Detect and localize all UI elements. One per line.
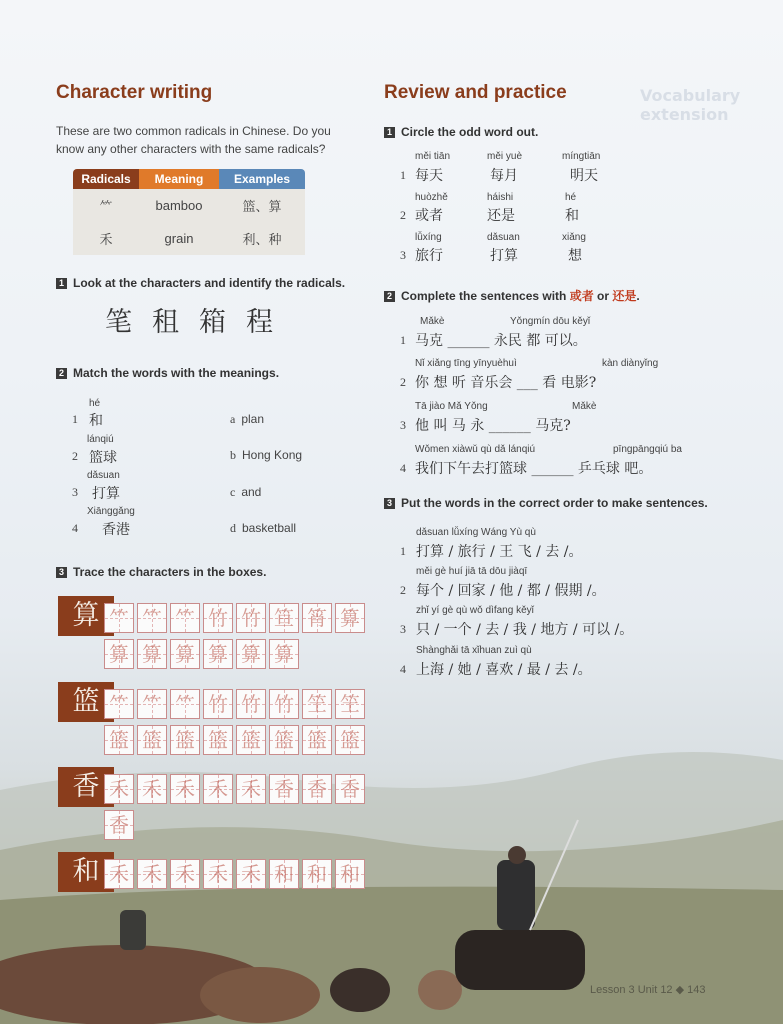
radical-cell: ⺮ bbox=[73, 189, 139, 222]
order-pinyin: měi gè huí jiā tā dōu jiàqī bbox=[416, 566, 528, 577]
trace-cell bbox=[203, 689, 233, 719]
radicals-table bbox=[73, 169, 305, 255]
odd-word-pinyin: xiǎng bbox=[562, 232, 586, 243]
trace-stroke: ⺮ bbox=[109, 606, 129, 630]
trace-stroke: 禾 bbox=[208, 777, 228, 801]
trace-grid-row bbox=[104, 689, 365, 719]
order-pinyin: dǎsuan lǚxíng Wáng Yù qù bbox=[416, 527, 536, 538]
trace-cell bbox=[104, 859, 134, 889]
trace-stroke: ⺮ bbox=[175, 606, 195, 630]
match-number: 2 bbox=[72, 449, 78, 463]
match-pinyin: hé bbox=[89, 398, 101, 409]
table-row bbox=[73, 222, 305, 255]
match-hanzi: 香港 bbox=[102, 522, 130, 538]
trace-cell bbox=[269, 774, 299, 804]
trace-stroke: 笪 bbox=[274, 606, 294, 630]
trace-stroke: 篮 bbox=[175, 728, 195, 752]
trace-stroke: 禾 bbox=[109, 777, 129, 801]
sentence-hanzi: 他 叫 马 永 ______ 马克? bbox=[415, 418, 571, 434]
row-number: 2 bbox=[400, 583, 406, 597]
task-number-badge: 3 bbox=[384, 498, 395, 509]
trace-stroke: 筲 bbox=[307, 606, 327, 630]
task-number-badge: 2 bbox=[384, 291, 395, 302]
section-heading-character-writing: Character writing bbox=[56, 82, 213, 103]
trace-stroke: 算 bbox=[175, 642, 195, 666]
trace-cell bbox=[170, 689, 200, 719]
right-task-3-instruction bbox=[384, 496, 708, 510]
task-number-badge: 2 bbox=[56, 368, 67, 379]
trace-cell bbox=[137, 725, 167, 755]
trace-cell bbox=[137, 859, 167, 889]
trace-cell bbox=[269, 639, 299, 669]
trace-grid-row bbox=[104, 725, 365, 755]
trace-cell bbox=[302, 725, 332, 755]
section-heading-review: Review and practice bbox=[384, 82, 567, 103]
row-number: 1 bbox=[400, 168, 406, 182]
trace-stroke: 算 bbox=[208, 642, 228, 666]
trace-character-square: 和 bbox=[58, 852, 114, 892]
trace-stroke: 禾 bbox=[241, 862, 261, 886]
trace-cell bbox=[170, 774, 200, 804]
task-number-badge: 1 bbox=[384, 127, 395, 138]
order-pinyin: Shànghǎi tā xǐhuan zuì qù bbox=[416, 645, 532, 656]
match-pinyin: Xiānggǎng bbox=[87, 506, 135, 517]
odd-word-hanzi: 或者 bbox=[415, 208, 443, 224]
odd-word-pinyin: háishi bbox=[487, 192, 514, 203]
trace-stroke: 禾 bbox=[142, 777, 162, 801]
trace-grid-row bbox=[104, 774, 365, 804]
trace-cell bbox=[302, 603, 332, 633]
trace-stroke: 算 bbox=[340, 606, 360, 630]
radical-cell: 禾 bbox=[73, 222, 139, 255]
page-footer: Lesson 3 Unit 12 ◆ 143 bbox=[590, 984, 706, 996]
trace-cell bbox=[236, 859, 266, 889]
trace-cell bbox=[236, 639, 266, 669]
sentence-pinyin: Yǒngmín dōu kěyǐ bbox=[510, 316, 591, 327]
sentence-pinyin: Nǐ xiǎng tīng yīnyuèhuì bbox=[415, 358, 517, 369]
trace-cell bbox=[236, 689, 266, 719]
trace-cell bbox=[137, 774, 167, 804]
trace-stroke: 香 bbox=[340, 777, 360, 801]
odd-word-hanzi: 想 bbox=[568, 248, 582, 264]
trace-stroke: 禾 bbox=[175, 777, 195, 801]
trace-stroke: 禾 bbox=[175, 862, 195, 886]
trace-stroke: 算 bbox=[109, 642, 129, 666]
trace-stroke: 香 bbox=[307, 777, 327, 801]
trace-cell bbox=[236, 725, 266, 755]
trace-stroke: 竹 bbox=[274, 692, 294, 716]
trace-cell bbox=[302, 859, 332, 889]
trace-cell bbox=[104, 810, 134, 840]
match-pinyin: dǎsuan bbox=[87, 470, 120, 481]
odd-word-hanzi: 旅行 bbox=[415, 248, 443, 264]
table-header-examples: Examples bbox=[219, 169, 305, 189]
trace-cell bbox=[203, 603, 233, 633]
sentence-pinyin: kàn diànyǐng bbox=[602, 358, 659, 369]
trace-cell bbox=[137, 639, 167, 669]
trace-stroke: 篮 bbox=[307, 728, 327, 752]
trace-grid-row bbox=[104, 639, 299, 669]
odd-word-hanzi: 和 bbox=[565, 208, 579, 224]
row-number: 1 bbox=[400, 333, 406, 347]
right-task-1-instruction bbox=[384, 125, 538, 139]
trace-stroke: ⺮ bbox=[109, 692, 129, 716]
task-text: Circle the odd word out. bbox=[401, 125, 539, 139]
right-task-2-instruction: 2 Complete the sentences with 或者 or 还是. bbox=[384, 287, 640, 304]
trace-stroke: 篮 bbox=[340, 728, 360, 752]
odd-word-hanzi: 每月 bbox=[490, 168, 518, 184]
trace-stroke: 篮 bbox=[274, 728, 294, 752]
odd-word-hanzi: 打算 bbox=[490, 248, 518, 264]
trace-stroke: 竹 bbox=[241, 692, 261, 716]
trace-cell bbox=[104, 603, 134, 633]
task-text: Look at the characters and identify the radicals. bbox=[73, 276, 346, 290]
sentence-pinyin: Mǎkè bbox=[420, 316, 445, 327]
trace-stroke: 香 bbox=[109, 813, 129, 837]
sentence-pinyin: pīngpāngqiú ba bbox=[613, 444, 682, 455]
trace-stroke: 和 bbox=[340, 862, 360, 886]
row-number: 4 bbox=[400, 662, 406, 676]
row-number: 4 bbox=[400, 461, 406, 475]
trace-stroke: 禾 bbox=[142, 862, 162, 886]
trace-cell bbox=[104, 689, 134, 719]
meaning-cell: grain bbox=[139, 222, 219, 255]
left-task-1-instruction bbox=[56, 276, 345, 290]
odd-word-pinyin: míngtiān bbox=[562, 151, 601, 162]
odd-word-hanzi: 明天 bbox=[570, 168, 598, 184]
trace-cell bbox=[302, 774, 332, 804]
trace-cell bbox=[104, 725, 134, 755]
task-text: Put the words in the correct order to make sentences. bbox=[401, 496, 708, 510]
trace-cell bbox=[236, 774, 266, 804]
trace-cell bbox=[104, 774, 134, 804]
examples-cell: 利、种 bbox=[219, 222, 305, 255]
trace-cell bbox=[269, 689, 299, 719]
row-number: 1 bbox=[400, 544, 406, 558]
task-number-badge: 3 bbox=[56, 567, 67, 578]
trace-stroke: 算 bbox=[142, 642, 162, 666]
trace-cell bbox=[170, 603, 200, 633]
trace-character-square: 香 bbox=[58, 767, 114, 807]
task-text: Match the words with the meanings. bbox=[73, 366, 280, 380]
left-task-2-instruction bbox=[56, 366, 279, 380]
odd-word-pinyin: měi tiān bbox=[415, 151, 451, 162]
order-hanzi: 只 / 一个 / 去 / 我 / 地方 / 可以 /。 bbox=[416, 622, 634, 638]
odd-word-hanzi: 还是 bbox=[487, 208, 515, 224]
match-number: 4 bbox=[72, 521, 78, 535]
trace-stroke: 禾 bbox=[208, 862, 228, 886]
order-hanzi: 每个 / 回家 / 他 / 都 / 假期 /。 bbox=[416, 583, 606, 599]
odd-word-hanzi: 每天 bbox=[415, 168, 443, 184]
match-meaning: b Hong Kong bbox=[230, 448, 303, 462]
trace-stroke: 香 bbox=[274, 777, 294, 801]
sentence-pinyin: Tā jiào Mǎ Yǒng bbox=[415, 401, 488, 412]
row-number: 3 bbox=[400, 622, 406, 636]
highlight-word: 还是 bbox=[612, 289, 637, 303]
trace-cell bbox=[137, 689, 167, 719]
odd-word-pinyin: měi yuè bbox=[487, 151, 523, 162]
match-meaning: a plan bbox=[230, 412, 265, 426]
trace-cell bbox=[104, 639, 134, 669]
match-hanzi: 打算 bbox=[92, 486, 120, 502]
trace-cell bbox=[203, 639, 233, 669]
sentence-hanzi: 你 想 听 音乐会 ___ 看 电影? bbox=[415, 375, 597, 391]
trace-stroke: 禾 bbox=[109, 862, 129, 886]
trace-stroke: ⺮ bbox=[142, 606, 162, 630]
trace-cell bbox=[335, 725, 365, 755]
trace-cell bbox=[170, 859, 200, 889]
trace-cell bbox=[335, 774, 365, 804]
order-hanzi: 上海 / 她 / 喜欢 / 最 / 去 /。 bbox=[416, 662, 592, 678]
left-task-3-instruction bbox=[56, 565, 266, 579]
trace-stroke: 和 bbox=[274, 862, 294, 886]
trace-stroke: 算 bbox=[274, 642, 294, 666]
trace-stroke: 篮 bbox=[208, 728, 228, 752]
trace-stroke: 笁 bbox=[307, 692, 327, 716]
task-number-badge: 1 bbox=[56, 278, 67, 289]
trace-stroke: ⺮ bbox=[175, 692, 195, 716]
match-pinyin: lánqiú bbox=[87, 434, 114, 445]
match-hanzi: 和 bbox=[89, 413, 103, 429]
trace-stroke: 笁 bbox=[340, 692, 360, 716]
trace-character-square: 算 bbox=[58, 596, 114, 636]
match-number: 1 bbox=[72, 412, 78, 426]
trace-stroke: 竹 bbox=[208, 692, 228, 716]
order-hanzi: 打算 / 旅行 / 王 飞 / 去 /。 bbox=[416, 544, 583, 560]
match-number: 3 bbox=[72, 485, 78, 499]
trace-cell bbox=[203, 774, 233, 804]
trace-grid-row bbox=[104, 810, 134, 840]
row-number: 2 bbox=[400, 375, 406, 389]
odd-word-pinyin: huòzhě bbox=[415, 192, 448, 203]
odd-word-pinyin: dǎsuan bbox=[487, 232, 520, 243]
trace-stroke: 禾 bbox=[241, 777, 261, 801]
trace-cell bbox=[335, 603, 365, 633]
trace-cell bbox=[269, 603, 299, 633]
trace-stroke: 竹 bbox=[208, 606, 228, 630]
trace-cell bbox=[269, 859, 299, 889]
table-row bbox=[73, 189, 305, 222]
trace-grid-row bbox=[104, 859, 365, 889]
examples-cell: 篮、算 bbox=[219, 189, 305, 222]
trace-cell bbox=[269, 725, 299, 755]
trace-stroke: 篮 bbox=[241, 728, 261, 752]
odd-word-pinyin: lǚxíng bbox=[415, 232, 442, 243]
sentence-pinyin: Wǒmen xiàwǔ qù dǎ lánqiú bbox=[415, 444, 536, 455]
trace-grid-row bbox=[104, 603, 365, 633]
trace-cell bbox=[137, 603, 167, 633]
task-text: Trace the characters in the boxes. bbox=[73, 565, 267, 579]
sentence-hanzi: 我们下午去打篮球 ______ 乒乓球 吧。 bbox=[415, 461, 653, 477]
trace-stroke: 算 bbox=[241, 642, 261, 666]
trace-cell bbox=[335, 689, 365, 719]
row-number: 3 bbox=[400, 248, 406, 262]
match-meaning: d basketball bbox=[230, 521, 297, 535]
trace-cell bbox=[170, 639, 200, 669]
trace-cell bbox=[170, 725, 200, 755]
trace-character-square: 篮 bbox=[58, 682, 114, 722]
trace-cell bbox=[236, 603, 266, 633]
meaning-cell: bamboo bbox=[139, 189, 219, 222]
watermark-text: Vocabulary extension bbox=[640, 86, 741, 124]
intro-paragraph: These are two common radicals in Chinese. Do you know any other characters with the same radicals? bbox=[56, 124, 331, 156]
row-number: 3 bbox=[400, 418, 406, 432]
trace-cell bbox=[335, 859, 365, 889]
trace-stroke: ⺮ bbox=[142, 692, 162, 716]
trace-stroke: 篮 bbox=[109, 728, 129, 752]
highlight-word: 或者 bbox=[569, 289, 594, 303]
trace-stroke: 和 bbox=[307, 862, 327, 886]
row-number: 2 bbox=[400, 208, 406, 222]
trace-stroke: 篮 bbox=[142, 728, 162, 752]
match-hanzi: 篮球 bbox=[89, 450, 117, 466]
order-pinyin: zhǐ yí gè qù wǒ dìfang kěyǐ bbox=[416, 605, 534, 616]
table-header-radicals: Radicals bbox=[73, 169, 139, 189]
radical-characters: 笔租箱程 bbox=[105, 307, 293, 338]
trace-cell bbox=[203, 725, 233, 755]
sentence-pinyin: Mǎkè bbox=[572, 401, 597, 412]
table-header-meaning: Meaning bbox=[139, 169, 219, 189]
odd-word-pinyin: hé bbox=[565, 192, 577, 203]
match-meaning: c and bbox=[230, 485, 262, 499]
trace-cell bbox=[203, 859, 233, 889]
trace-cell bbox=[302, 689, 332, 719]
sentence-hanzi: 马克 ______ 永民 都 可以。 bbox=[415, 333, 587, 349]
trace-stroke: 竹 bbox=[241, 606, 261, 630]
